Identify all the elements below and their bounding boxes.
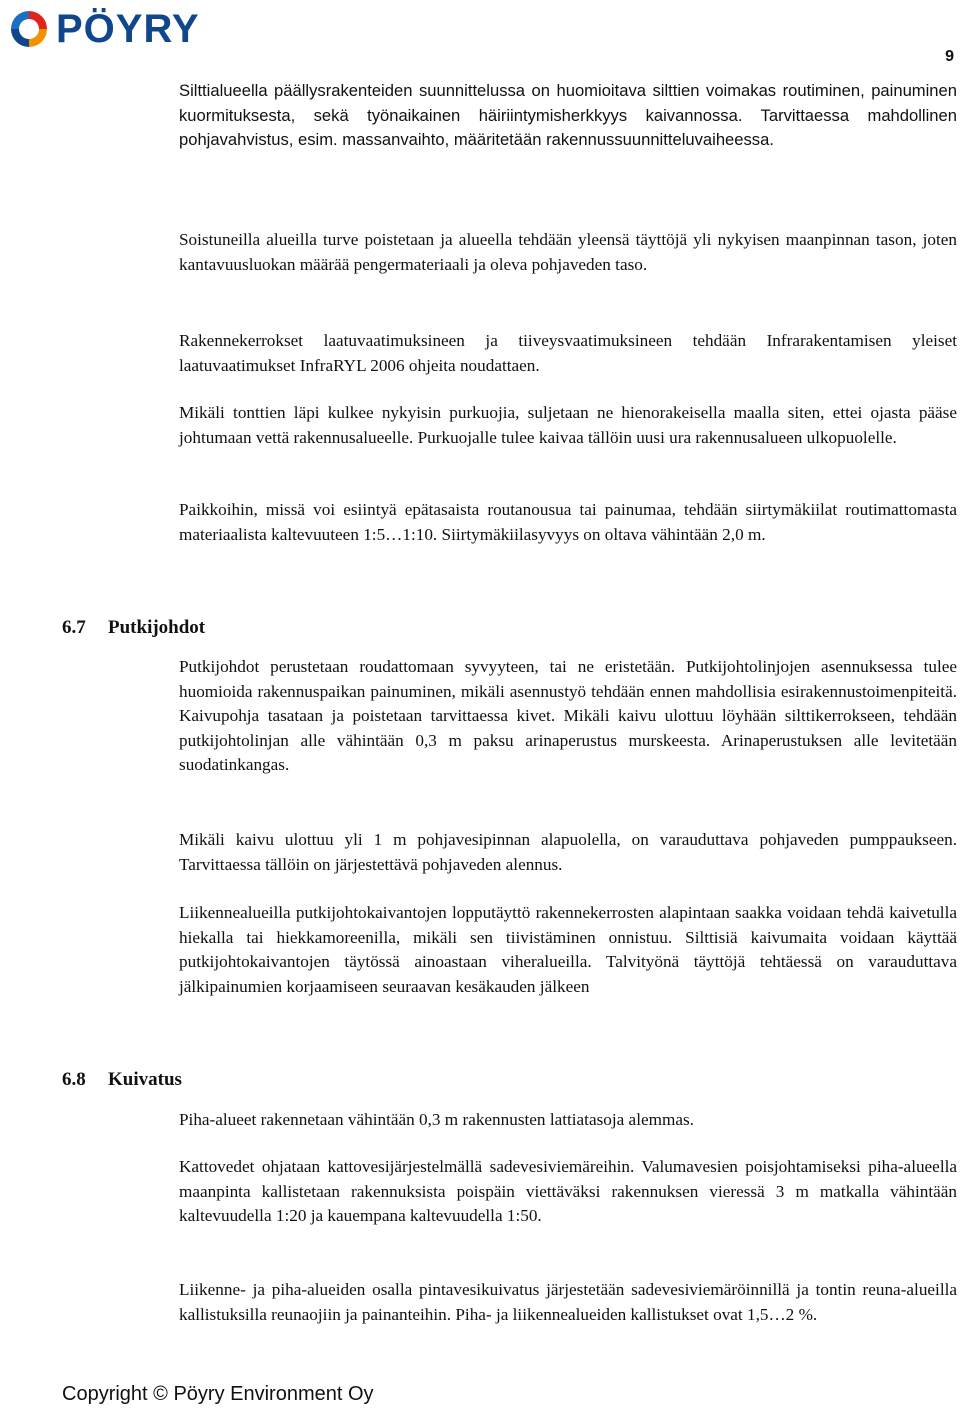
section-heading-putkijohdot [62,617,205,639]
logo-text: PÖYRY [56,7,200,51]
paragraph-transition-wedges: Paikkoihin, missä voi esiintyä epätasaista routanousua tai painumaa, tehdään siirtymäkiilat routimattomasta materiaalista kaltevuuteen 1:5…1:10. Siirtymäkiilasyvyys on oltava vähintään 2,0 m. [179,500,957,544]
section-title: Kuivatus [108,1069,182,1090]
poyry-logo-icon [8,8,50,50]
paragraph-groundwater-pumping: Mikäli kaivu ulottuu yli 1 m pohjavesipinnan alapuolella, on varauduttava pohjaveden pumppaukseen. Tarvittaessa tällöin on järjestettävä pohjaveden alennus. [179,830,957,874]
section-title: Putkijohdot [108,617,206,638]
paragraph-swamp-areas: Soistuneilla alueilla turve poistetaan ja alueella tehdään yleensä täyttöjä yli nykyisen maanpinnan tason, joten kantavuusluokan määrää pengermateriaali ja oleva pohjaveden taso. [179,230,957,274]
paragraph-trench-backfill: Liikennealueilla putkijohtokaivantojen lopputäyttö rakennekerrosten alapintaan saakka voidaan tehdä kaivetulla hiekalla tai hiekkamoreenilla, mikäli sen tiivistäminen onnistuu. Silttisiä kaivumaita voidaan käyttää putkijohtokaivantojen täytössä ainoastaan viheralueilla. Talvityönä täyttöjä tehtäessä on varauduttava jälkipainumien korjaamiseen seuraavan kesäkauden jälkeen [179,903,957,996]
page-number: 9 [945,48,954,65]
section-heading-kuivatus [62,1069,182,1091]
paragraph-yard-level: Piha-alueet rakennetaan vähintään 0,3 m rakennusten lattiatasoja alemmas. [179,1110,694,1129]
paragraph-drainage-ditches: Mikäli tonttien läpi kulkee nykyisin purkuojia, suljetaan ne hienorakeisella maalla siten, ettei ojasta pääse johtumaan vettä rakennusalueelle. Purkuojalle tulee kaivaa tällöin uusi ura rakennusalueen ulkopuolelle. [179,403,957,447]
paragraph-structural-layers: Rakennekerrokset laatuvaatimuksineen ja tiiveysvaatimuksineen tehdään Infrarakentamisen yleiset laatuvaatimukset InfraRYL 2006 ohjeita noudattaen. [179,331,957,375]
paragraph-surface-drainage: Liikenne- ja piha-alueiden osalla pintavesikuivatus järjestetään sadevesiviemäröinnillä ja tontin reuna-alueilla kallistuksilla reunaojiin ja painanteihin. Piha- ja liikennealueiden kallistukset ovat 1,5…2 %. [179,1280,957,1324]
section-number: 6.7 [62,617,86,638]
paragraph-roof-water: Kattovedet ohjataan kattovesijärjestelmällä sadevesiviemäreihin. Valumavesien poisjohtamiseksi piha-alueella maanpinta kallistetaan rakennuksista poispäin viettäväksi rakennuksen vieressä 3 m matkalla vähintään kaltevuudella 1:20 ja kauempana kaltevuudella 1:50. [179,1157,957,1226]
paragraph-silt-areas: Silttialueella päällysrakenteiden suunnittelussa on huomioitava silttien voimakas routiminen, painuminen kuormituksesta, sekä työnaikainen häiriintymisherkkyys kaivannossa. Tarvittaessa mahdollinen pohjavahvistus, esim. massanvaihto, määritetään rakennussuunnitteluvaiheessa. [179,81,957,150]
footer-copyright: Copyright © Pöyry Environment Oy [62,1383,374,1405]
paragraph-pipe-foundation: Putkijohdot perustetaan roudattomaan syvyyteen, tai ne eristetään. Putkijohtolinjojen asennuksessa tulee huomioida rakennuspaikan painuminen, mikäli asennustyö tehdään ennen mahdollisia esirakennustoimenpiteitä. Kaivupohja tasataan ja poistetaan tarvittaessa kivet. Mikäli kaivu ulottuu löyhään silttikerrokseen, tehdään putkijohtolinjan alle vähintään 0,3 m paksu arinaperustus murskeesta. Arinaperustuksen alle levitetään suodatinkangas. [179,657,957,775]
section-number: 6.8 [62,1069,86,1090]
company-logo [8,6,200,52]
